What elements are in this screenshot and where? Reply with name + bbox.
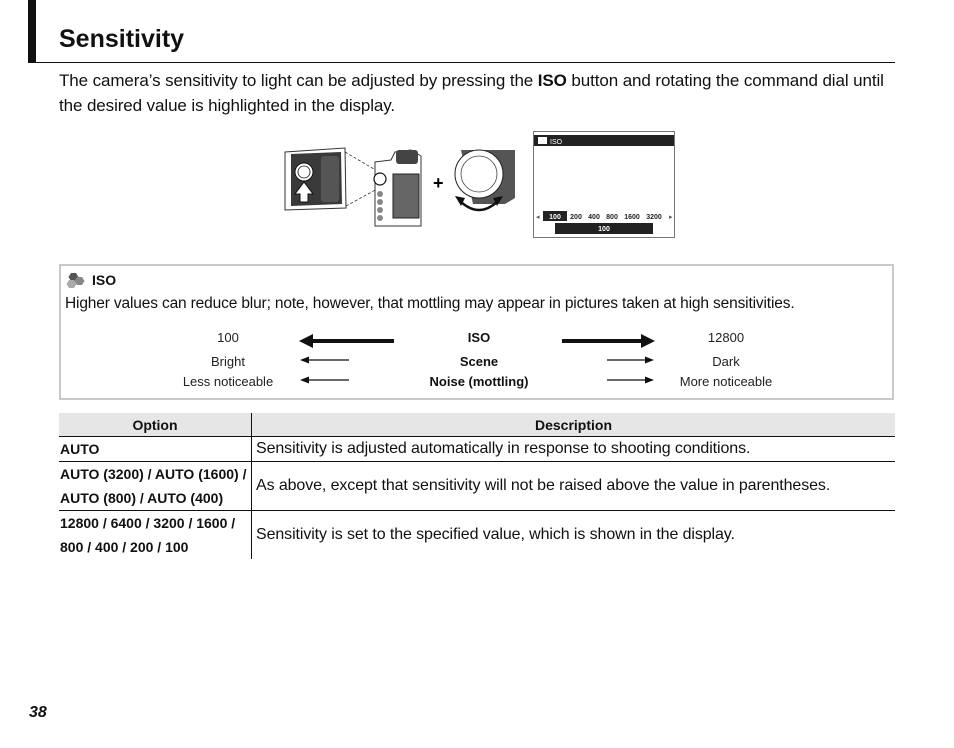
lcd-value-800: 800	[606, 214, 618, 221]
intro-text-after: button and rotating the command dial until the desired value is highlighted in the display.	[59, 71, 884, 115]
lcd-value-200: 200	[570, 214, 582, 221]
table-header-row	[59, 413, 895, 437]
lcd-value-100: 100	[549, 214, 561, 221]
option-text-line2: AUTO (800) / AUTO (400)	[60, 490, 224, 506]
table-row	[59, 437, 895, 462]
title-accent-bar	[28, 0, 36, 62]
page-title: Sensitivity	[59, 25, 185, 53]
lcd-value-1600: 1600	[624, 214, 640, 221]
lcd-current-value: 100	[598, 226, 610, 233]
option-cell	[59, 511, 252, 560]
intro-paragraph	[59, 68, 901, 118]
description-cell: Sensitivity is set to the specified value, which is shown in the display.	[256, 526, 735, 543]
note-header	[65, 271, 116, 289]
scale-arrows	[297, 330, 657, 390]
note-text: Higher values can reduce blur; note, however, that mottling may appear in pictures taken at high sensitivities.	[65, 295, 795, 312]
options-table	[59, 413, 895, 559]
intro-text-before: The camera’s sensitivity to light can be adjusted by pressing the	[59, 71, 538, 90]
option-cell	[59, 462, 252, 511]
option-text-line1: 12800 / 6400 / 3200 / 1600 /	[60, 515, 236, 531]
column-header-option: Option	[59, 413, 252, 437]
iso-mode-icon	[538, 137, 547, 144]
option-text: AUTO	[60, 441, 100, 457]
description-cell: As above, except that sensitivity will not be raised above the value in parentheses.	[252, 462, 896, 511]
scene-high-label: Dark	[712, 354, 740, 369]
description-cell: Sensitivity is adjusted automatically in response to shooting conditions.	[252, 437, 896, 462]
noise-low-label: Less noticeable	[182, 374, 274, 389]
lcd-left-arrow: ◂	[536, 213, 540, 221]
camera-illustration	[283, 144, 518, 228]
page-number: 38	[29, 704, 47, 721]
iso-button-closeup	[285, 148, 346, 210]
lcd-value-400: 400	[588, 214, 600, 221]
lcd-value-3200: 3200	[646, 214, 662, 221]
note-label: ISO	[92, 272, 117, 288]
scale-high-value: 12800	[707, 330, 745, 345]
option-cell	[59, 437, 252, 462]
option-text-line2: 800 / 400 / 200 / 100	[60, 539, 189, 555]
scene-low-label: Bright	[211, 354, 245, 369]
lcd-right-arrow: ▸	[669, 213, 673, 221]
option-text-line1: AUTO (3200) / AUTO (1600) /	[60, 466, 247, 482]
iso-display-screen	[533, 131, 675, 238]
table-row	[59, 511, 895, 560]
scale-low-value: 100	[217, 330, 239, 345]
noise-high-label: More noticeable	[679, 374, 773, 389]
noise-label: Noise (mottling)	[429, 374, 529, 389]
table-row	[59, 462, 895, 511]
scale-mid-label: ISO	[467, 330, 491, 345]
camera-back-icon	[374, 150, 421, 226]
plus-sign: +	[433, 173, 444, 193]
iso-note-box	[59, 264, 894, 400]
command-dial-icon	[445, 150, 515, 210]
column-header-description: Description	[252, 413, 896, 437]
iso-button-label: ISO	[537, 71, 567, 90]
title-rule	[28, 62, 895, 63]
note-hexagon-icon	[65, 272, 87, 288]
scene-label: Scene	[459, 354, 499, 369]
lcd-header-label: ISO	[550, 139, 563, 146]
